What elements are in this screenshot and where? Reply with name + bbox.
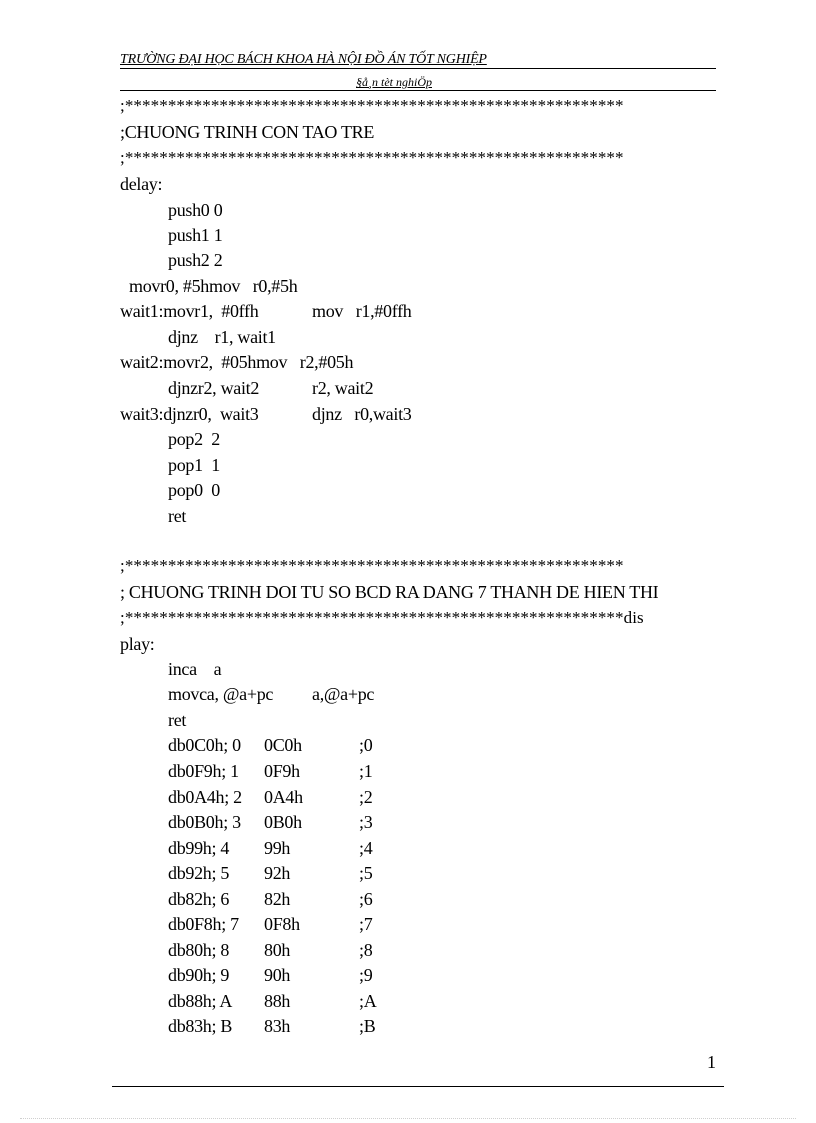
code-line: push1 1 <box>168 225 223 245</box>
code-line-annotation: r2, wait2 <box>312 378 374 398</box>
comment-separator: ;**********************************************************dis <box>120 608 644 627</box>
code-line: djnz r1, wait1 <box>168 327 276 347</box>
table-cell-directive: db0F8h; 7 <box>168 914 239 934</box>
code-line-annotation: mov r1,#0ffh <box>312 301 412 321</box>
code-line: pop0 0 <box>168 480 220 500</box>
table-cell-directive: db0C0h; 0 <box>168 735 241 755</box>
code-line: movr0, #5hmov r0,#5h <box>129 276 298 296</box>
comment-separator: ;********************************************************** <box>120 96 624 115</box>
code-label: play: <box>120 634 155 654</box>
table-cell-value: 90h <box>264 965 291 985</box>
page-edge-dots <box>20 1118 796 1119</box>
code-line: ret <box>168 710 187 730</box>
footer-rule <box>112 1086 724 1087</box>
table-cell-comment: ;9 <box>359 965 373 985</box>
code-line: pop2 2 <box>168 429 220 449</box>
table-cell-value: 0C0h <box>264 735 302 755</box>
code-line-annotation: djnz r0,wait3 <box>312 404 412 424</box>
table-cell-value: 0B0h <box>264 812 302 832</box>
table-cell-value: 80h <box>264 940 291 960</box>
table-cell-comment: ;7 <box>359 914 373 934</box>
table-cell-comment: ;5 <box>359 863 373 883</box>
table-cell-value: 0F9h <box>264 761 300 781</box>
comment-separator: ;********************************************************** <box>120 556 624 575</box>
header-subtitle: §å¸n tèt nghiÖp <box>356 75 432 89</box>
table-cell-comment: ;B <box>359 1016 376 1036</box>
table-cell-directive: db88h; A <box>168 991 233 1011</box>
table-cell-directive: db99h; 4 <box>168 838 230 858</box>
table-cell-directive: db90h; 9 <box>168 965 230 985</box>
section-comment-delay: ;CHUONG TRINH CON TAO TRE <box>120 122 375 142</box>
section-comment-display: ; CHUONG TRINH DOI TU SO BCD RA DANG 7 THANH DE HIEN THI <box>120 582 659 602</box>
comment-separator: ;********************************************************** <box>120 148 624 167</box>
table-cell-comment: ;8 <box>359 940 373 960</box>
code-line-annotation: a,@a+pc <box>312 684 375 704</box>
table-cell-directive: db83h; B <box>168 1016 233 1036</box>
code-line: inca a <box>168 659 222 679</box>
table-cell-comment: ;4 <box>359 838 373 858</box>
table-cell-comment: ;6 <box>359 889 373 909</box>
table-cell-value: 82h <box>264 889 291 909</box>
table-cell-directive: db0A4h; 2 <box>168 787 242 807</box>
code-line: wait2:movr2, #05hmov r2,#05h <box>120 352 354 372</box>
header-title: TRƯỜNG ĐẠI HỌC BÁCH KHOA HÀ NỘI ĐỒ ÁN TỐT NGHIỆP <box>120 52 487 67</box>
code-line: push2 2 <box>168 250 223 270</box>
code-line: wait3:djnzr0, wait3 <box>120 404 259 424</box>
page-number: 1 <box>707 1052 716 1072</box>
table-cell-value: 88h <box>264 991 291 1011</box>
table-cell-comment: ;0 <box>359 735 373 755</box>
table-cell-value: 99h <box>264 838 291 858</box>
code-line: djnzr2, wait2 <box>168 378 260 398</box>
code-line: movca, @a+pc <box>168 684 274 704</box>
table-cell-value: 0A4h <box>264 787 303 807</box>
table-cell-directive: db82h; 6 <box>168 889 230 909</box>
code-line: wait1:movr1, #0ffh <box>120 301 259 321</box>
table-cell-comment: ;3 <box>359 812 373 832</box>
table-cell-directive: db80h; 8 <box>168 940 230 960</box>
code-line: push0 0 <box>168 200 223 220</box>
table-cell-directive: db0B0h; 3 <box>168 812 241 832</box>
table-cell-directive: db0F9h; 1 <box>168 761 239 781</box>
table-cell-comment: ;A <box>359 991 377 1011</box>
table-cell-value: 83h <box>264 1016 291 1036</box>
table-cell-value: 0F8h <box>264 914 300 934</box>
table-cell-value: 92h <box>264 863 291 883</box>
table-cell-comment: ;2 <box>359 787 373 807</box>
table-cell-comment: ;1 <box>359 761 373 781</box>
code-label: delay: <box>120 174 163 194</box>
table-cell-directive: db92h; 5 <box>168 863 230 883</box>
code-line: pop1 1 <box>168 455 220 475</box>
code-line: ret <box>168 506 187 526</box>
